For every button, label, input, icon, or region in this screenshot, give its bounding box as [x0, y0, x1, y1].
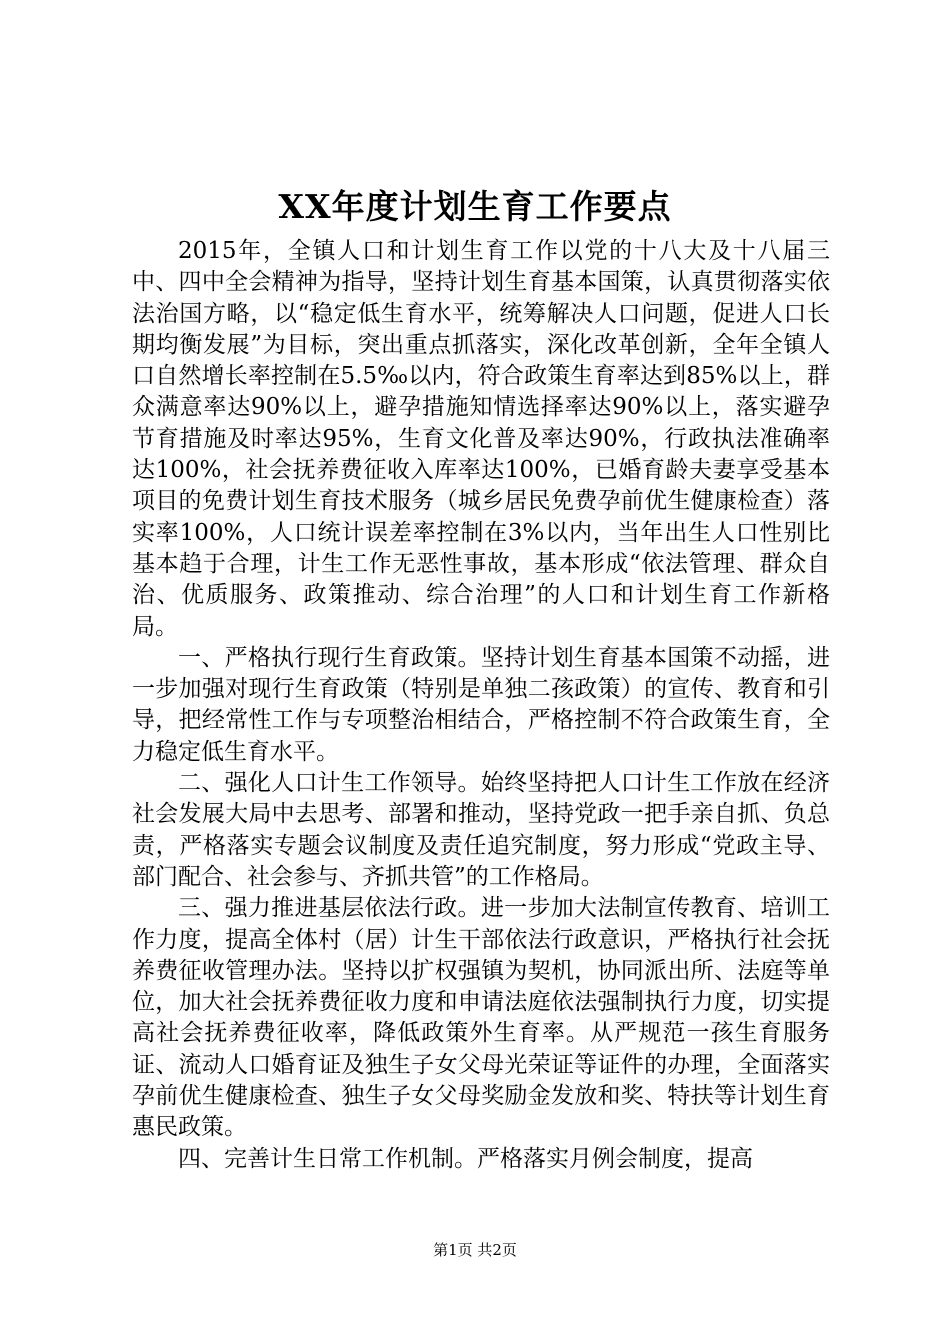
paragraph-intro: 2015年，全镇人口和计划生育工作以党的十八大及十八届三中、四中全会精神为指导，坚持计划生育基本国策，认真贯彻落实依法治国方略，以“稳定低生育水平，统筹解决人口问题，促进人口长期均衡发展”为目标，突出重点抓落实，深化改革创新，全年全镇人口自然增长率控制在5.5‰以内，符合政策生育率达到85%以上，群众满意率达90%以上，避孕措施知情选择率达90%以上，落实避孕节育措施及时率达95%，生育文化普及率达90%，行政执法准确率达100%，社会抚养费征收入库率达100%，已婚育龄夫妻享受基本项目的免费计划生育技术服务（城乡居民免费孕前优生健康检查）落实率100%，人口统计误差率控制在3%以内，当年出生人口性别比基本趋于合理，计生工作无恶性事故，基本形成“依法管理、群众自治、优质服务、政策推动、综合治理”的人口和计划生育工作新格局。: [132, 238, 830, 640]
document-body: [132, 236, 830, 1175]
page-footer: 第1页 共2页: [433, 1241, 517, 1259]
paragraph-section-4: 四、完善计生日常工作机制。严格落实月例会制度，提高: [178, 1145, 753, 1172]
document-title: XX年度计划生育工作要点: [278, 187, 672, 226]
paragraph-section-2: 二、强化人口计生工作领导。始终坚持把人口计生工作放在经济社会发展大局中去思考、部署和推动，坚持党政一把手亲自抓、负总责，严格落实专题会议制度及责任追究制度，努力形成“党政主导、部门配合、社会参与、齐抓共管”的工作格局。: [132, 770, 830, 890]
paragraph-section-1: 一、严格执行现行生育政策。坚持计划生育基本国策不动摇，进一步加强对现行生育政策（特别是单独二孩政策）的宣传、教育和引导，把经常性工作与专项整治相结合，严格控制不符合政策生育，全力稳定低生育水平。: [132, 644, 830, 765]
paragraph-section-3: 三、强力推进基层依法行政。进一步加大法制宣传教育、培训工作力度，提高全体村（居）计生干部依法行政意识，严格执行社会抚养费征收管理办法。坚持以扩权强镇为契机，协同派出所、法庭等单位，加大社会抚养费征收力度和申请法庭依法强制执行力度，切实提高社会抚养费征收率，降低政策外生育率。从严规范一孩生育服务证、流动人口婚育证及独生子女父母光荣证等证件的办理，全面落实孕前优生健康检查、独生子女父母奖励金发放和奖、特扶等计划生育惠民政策。: [132, 895, 830, 1141]
